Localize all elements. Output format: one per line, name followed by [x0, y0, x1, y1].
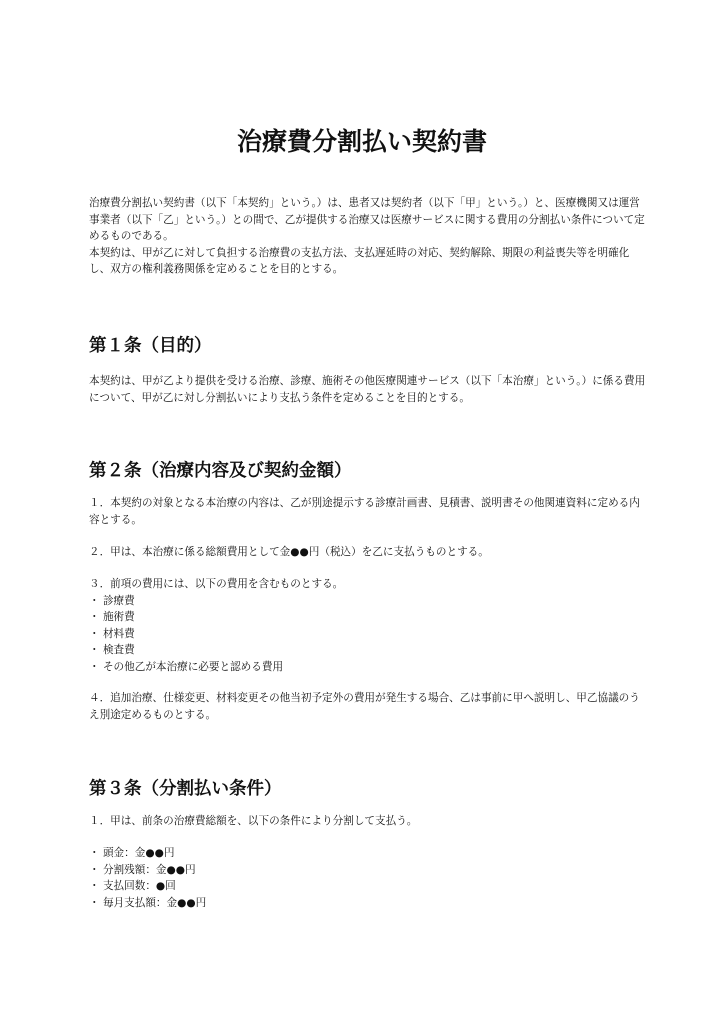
article-3-heading: 第３条（分割払い条件）	[89, 779, 282, 799]
article-3-terms-block	[89, 845, 649, 911]
article-2-heading: 第２条（治療内容及び契約金額）	[89, 461, 352, 481]
list-item: ・ 頭金：金●●円	[89, 845, 649, 862]
article-2-item-3: ３．前項の費用には、以下の費用を含むものとする。	[89, 578, 344, 590]
article-2-item-3-block	[89, 576, 649, 675]
article-1-text: 本契約は、甲が乙より提供を受ける治療、診療、施術その他医療関連サービス（以下「本治療」という。）に係る費用について、甲が乙に対し分割払いにより支払う条件を定めることを目的とする。	[89, 375, 646, 404]
article-2-item-2-block	[89, 544, 649, 561]
intro-paragraph-2: 本契約は、甲が乙に対して負担する治療費の支払方法、支払遅延時の対応、契約解除、期限の利益喪失等を明確化し、双方の権利義務関係を定めることを目的とする。	[89, 246, 630, 275]
article-1-heading: 第１条（目的）	[89, 336, 212, 356]
article-2-item-4: ４．追加治療、仕様変更、材料変更その他当初予定外の費用が発生する場合、乙は事前に甲へ説明し、甲乙協議のうえ別途定めるものとする。	[89, 692, 640, 721]
article-2-item-1-block	[89, 495, 649, 528]
list-item: ・ 施術費	[89, 609, 649, 626]
intro-section	[89, 195, 649, 278]
intro-paragraph-1: 治療費分割払い契約書（以下「本契約」という。）は、患者又は契約者（以下「甲」という。）と、医療機関又は運営事業者（以下「乙」という。）との間で、乙が提供する治療又は医療サービスに関する費用の分割払い条件について定めるものである。	[89, 197, 645, 242]
list-item: ・ 材料費	[89, 626, 649, 643]
article-2-item-4-block	[89, 690, 649, 723]
article-3-item-1-block	[89, 813, 649, 830]
article-1-body	[89, 373, 649, 406]
list-item: ・ その他乙が本治療に必要と認める費用	[89, 659, 649, 676]
list-item: ・ 診療費	[89, 593, 649, 610]
article-3-item-1: １．甲は、前条の治療費総額を、以下の条件により分割して支払う。	[89, 815, 418, 827]
list-item: ・ 検査費	[89, 642, 649, 659]
list-item: ・ 支払回数：●回	[89, 878, 649, 895]
fee-list	[89, 593, 649, 676]
article-2-item-2: ２．甲は、本治療に係る総額費用として金●●円（税込）を乙に支払うものとする。	[89, 546, 489, 558]
document-title: 治療費分割払い契約書	[236, 127, 487, 156]
list-item: ・ 分割残額：金●●円	[89, 862, 649, 879]
list-item: ・ 毎月支払額：金●●円	[89, 895, 649, 912]
article-2-item-1: １．本契約の対象となる本治療の内容は、乙が別途提示する診療計画書、見積書、説明書その他関連資料に定める内容とする。	[89, 497, 640, 526]
payment-terms-list	[89, 845, 649, 911]
